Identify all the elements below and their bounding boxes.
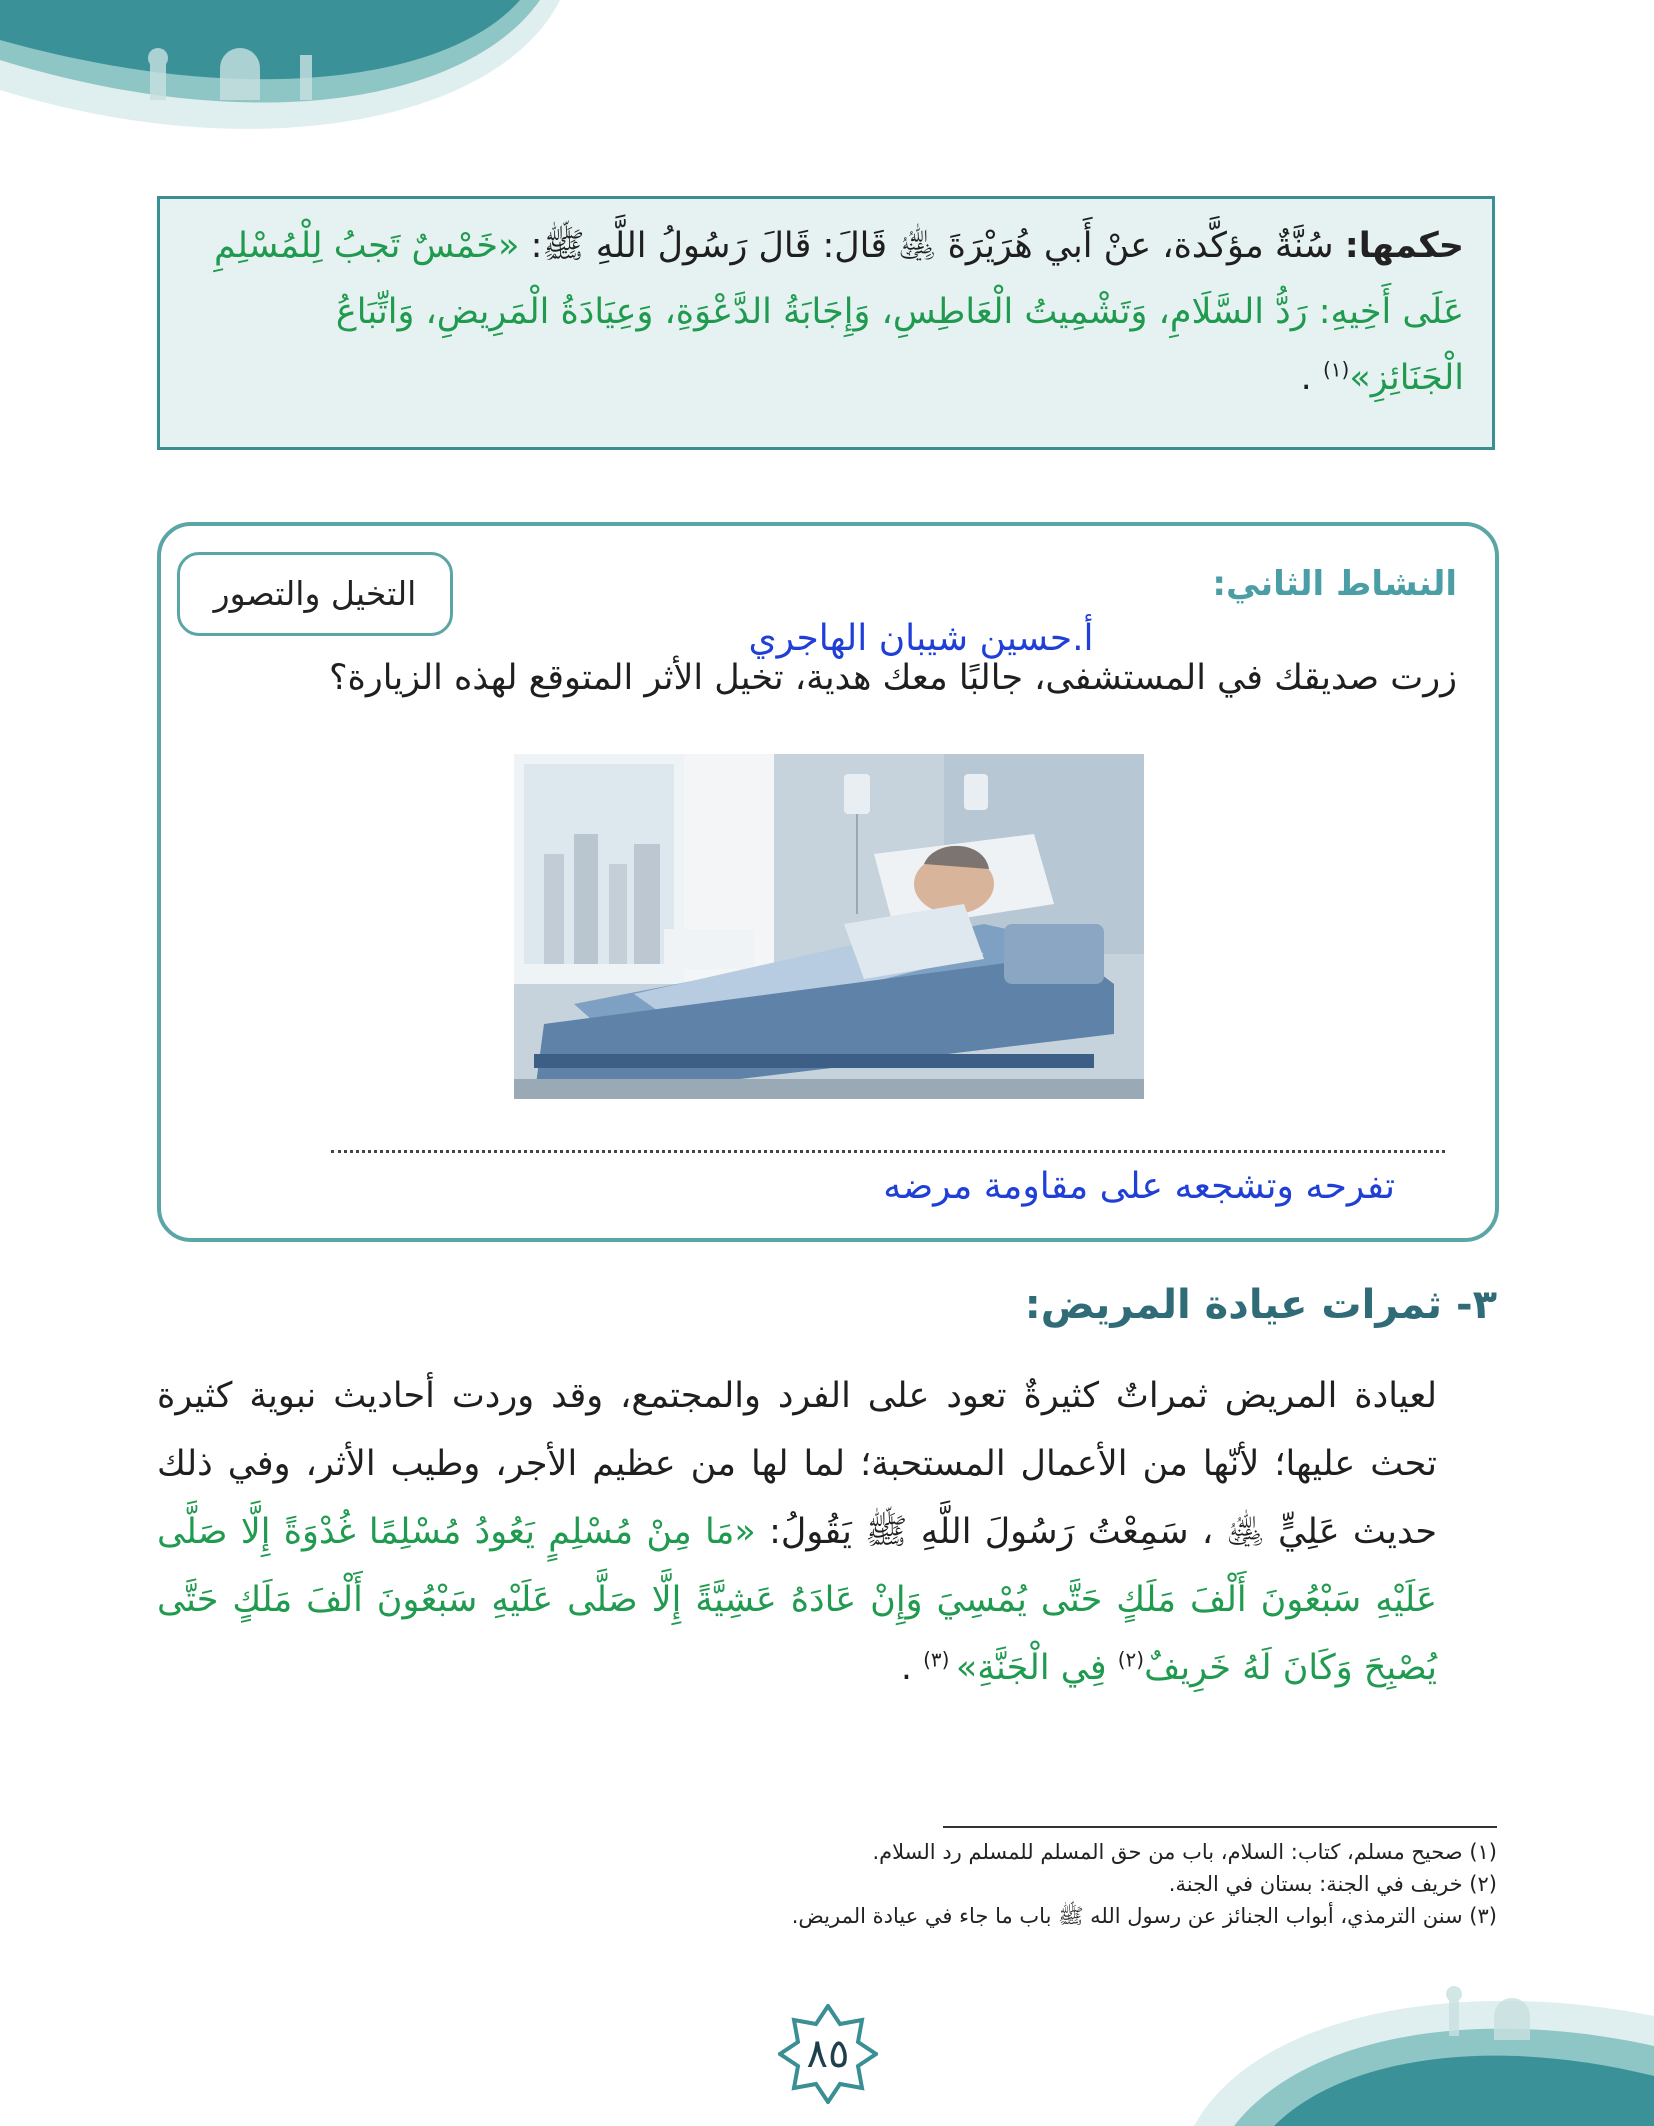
footnote-divider <box>943 1826 1497 1828</box>
section-body <box>157 1362 1495 1702</box>
ruling-intro: سُنَّةٌ مؤكَّدة، عنْ أَبي هُرَيْرَةَ ﵁ قَالَ: قَالَ رَسُولُ اللَّهِ ﷺ: <box>519 226 1345 266</box>
footnote-3: (٣) سنن الترمذي، أبواب الجنائز عن رسول الله ﷺ باب ما جاء في عيادة المريض. <box>791 1904 1497 1928</box>
hospital-patient-image <box>514 754 1144 1099</box>
footnote-ref-3: (٣) <box>923 1647 956 1672</box>
footnote-ref-1: (١) <box>1322 357 1350 382</box>
handwritten-teacher-name: أ.حسين شيبان الهاجري <box>748 618 1094 659</box>
page-number: ٨٥ <box>806 2031 850 2077</box>
handwritten-answer: تفرحه وتشجعه على مقاومة مرضه <box>883 1166 1395 1207</box>
body-end: . <box>900 1648 924 1688</box>
ruling-end: . <box>1300 358 1323 398</box>
hadith-quote-end: فِي الْجَنَّةِ» <box>955 1648 1118 1688</box>
footnote-1: (١) صحيح مسلم، كتاب: السلام، باب من حق المسلم للمسلم رد السلام. <box>872 1840 1497 1864</box>
hadith-quote: «مَا مِنْ مُسْلِمٍ يَعُودُ مُسْلِمًا غُدْوَةً إِلَّا صَلَّى عَلَيْهِ سَبْعُونَ أَلْفَ مَلَكٍ حَتَّى يُمْسِيَ وَإِنْ عَادَهُ عَشِيَّةً إِلَّا صَلَّى عَلَيْهِ سَبْعُونَ أَلْفَ مَلَكٍ حَتَّى يُصْبِحَ وَكَانَ لَهُ خَرِيفٌ <box>157 1512 1437 1688</box>
footnote-2: (٢) خريف في الجنة: بستان في الجنة. <box>1168 1872 1497 1896</box>
activity-title: النشاط الثاني: <box>1212 564 1457 604</box>
ruling-hadith: «خَمْسٌ تَجبُ لِلْمُسْلِمِ عَلَى أَخِيهِ: رَدُّ السَّلَامِ، وَتَشْمِيتُ الْعَاطِسِ، وَإِجَابَةُ الدَّعْوَةِ، وَعِيَادَةُ الْمَرِيضِ، وَاتِّبَاعُ الْجَنَائِزِ» <box>213 226 1464 398</box>
top-corner-ornament <box>0 0 560 170</box>
ruling-box <box>157 196 1495 450</box>
answer-dotted-line <box>331 1150 1445 1153</box>
activity-question: زرت صديقك في المستشفى، جالبًا معك هدية، تخيل الأثر المتوقع لهذه الزيارة؟ <box>328 658 1457 698</box>
activity-badge: التخيل والتصور <box>177 552 453 636</box>
bottom-corner-ornament <box>1194 1976 1654 2126</box>
section-heading: ٣- ثمرات عيادة المريض: <box>1024 1282 1497 1328</box>
page-number-badge <box>778 2004 878 2104</box>
activity-box <box>157 522 1499 1242</box>
footnote-ref-2: (٢) <box>1117 1647 1145 1672</box>
footnotes <box>397 1836 1497 1932</box>
body-paragraph: لعيادة المريض ثمراتٌ كثيرةٌ تعود على الفرد والمجتمع، وقد وردت أحاديث نبوية كثيرة تحث عليها؛ لأنّها من الأعمال المستحبة؛ لما لها من عظيم الأجر، وطيب الأثر، وفي ذلك حديث عَلِيٍّ ﵁ ، سَمِعْتُ رَسُولَ اللَّهِ ﷺ يَقُولُ: <box>157 1376 1437 1552</box>
ruling-label: حكمها: <box>1344 226 1464 266</box>
